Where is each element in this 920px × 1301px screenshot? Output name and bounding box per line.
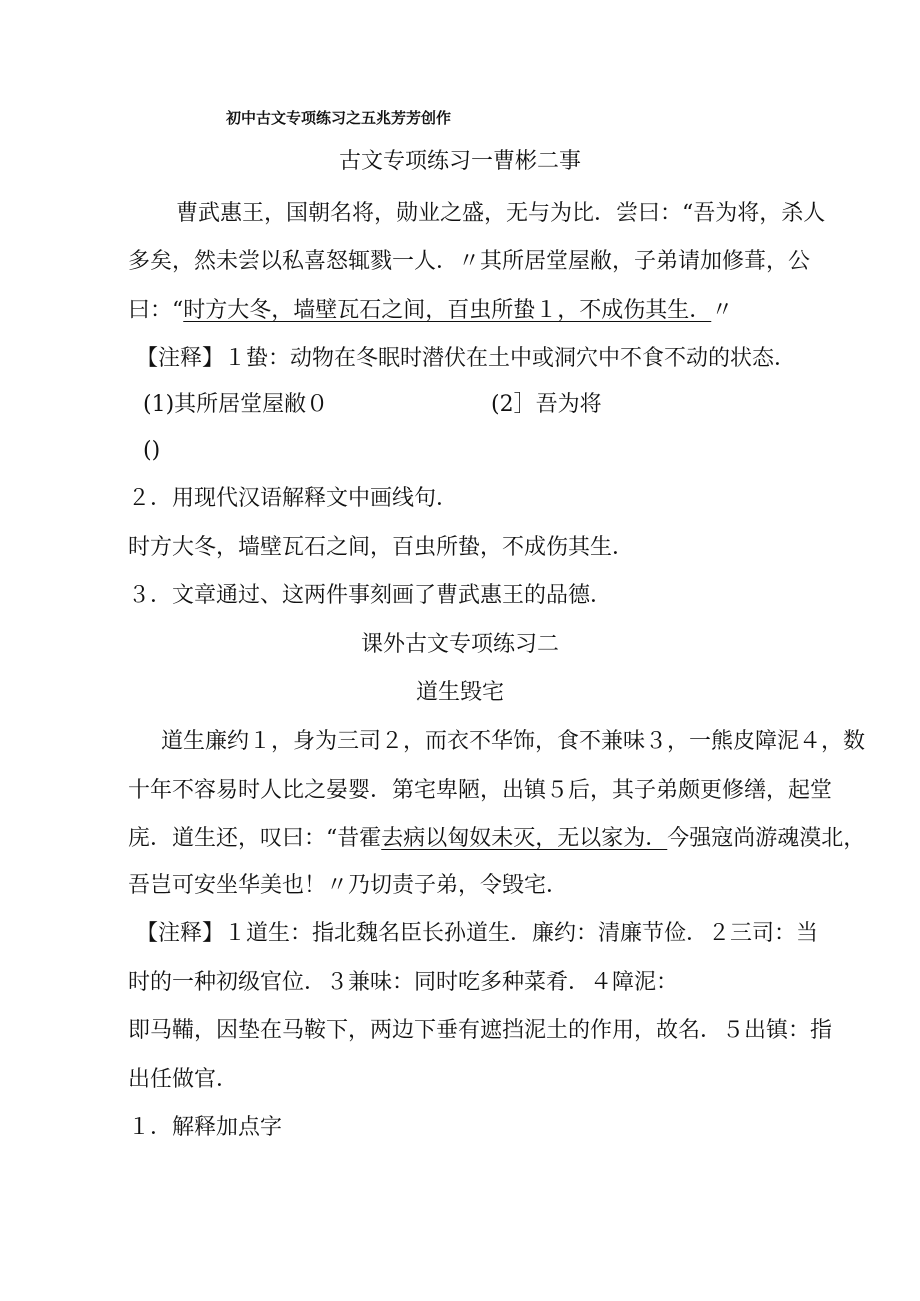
- passage2-note-line-4: 出任做官．: [128, 1067, 239, 1092]
- passage1-line-3: [128, 296, 733, 326]
- passage2-line-3-tail: 今强寇尚游魂漠北，: [667, 826, 866, 851]
- passage2-note-line-3: 即马鞴，因垫在马鞍下，两边下垂有遮挡泥土的作用，故名．５出镇：指: [128, 1018, 833, 1043]
- passage2-underlined-sentence: 去病以匈奴未灭，无以家为．: [381, 826, 668, 851]
- passage1-title: 古文专项练习一曹彬二事: [338, 149, 581, 174]
- passage2-subtitle: 道生毁宅: [415, 680, 504, 705]
- passage2-line-4: 吾岂可安坐华美也！〃乃切责子弟，令毁宅．: [128, 873, 569, 898]
- passage1-question-2: ２．用现代汉语解释文中画线句．: [128, 486, 459, 511]
- passage2-title: 课外古文专项练习二: [360, 632, 559, 657]
- passage1-question-3: ３．文章通过、这两件事刻画了曹武惠王的品德．: [128, 583, 613, 608]
- passage2-line-1: 道生廉约１，身为三司２，而衣不华饰，食不兼味３，一熊皮障泥４，数: [161, 729, 866, 754]
- passage1-question-1b: (2］吾为将: [491, 392, 602, 417]
- passage1-note: 【注释】１蛰：动物在冬眠时潜伏在土中或洞穴中不食不动的状态．: [136, 346, 797, 371]
- passage1-question-1c: (): [143, 438, 161, 463]
- passage2-line-2: 十年不容易时人比之晏婴．第宅卑陋，出镇５后，其子弟颇更修缮，起堂: [128, 778, 833, 803]
- passage2-note-line-1: 【注释】１道生：指北魏名臣长孙道生．廉约：清廉节俭．２三司：当: [136, 921, 819, 946]
- document-header: 初中古文专项练习之五兆芳芳创作: [226, 109, 452, 127]
- passage1-line-3-lead: 曰：“: [128, 298, 184, 323]
- passage1-underlined-sentence: 时方大冬，墙壁瓦石之间，百虫所蛰１，不成伤其生．: [183, 298, 712, 323]
- passage1-line-2: 多矣，然未尝以私喜怒辄戮一人．〃其所居堂屋敝，子弟请加修葺，公: [128, 249, 811, 274]
- passage2-line-3-lead: 庑．道生还，叹曰：“昔霍: [128, 826, 382, 851]
- passage1-question-2-answer: 时方大冬，墙壁瓦石之间，百虫所蛰，不成伤其生．: [128, 535, 635, 560]
- passage1-line-1: 曹武惠王，国朝名将，勋业之盛，无与为比．尝曰：“吾为将，杀人: [176, 201, 826, 226]
- passage1-question-1a: (1)其所居堂屋敝０: [143, 392, 329, 417]
- passage1-line-3-tail: 〃: [711, 298, 734, 323]
- passage2-note-line-2: 时的一种初级官位．３兼味：同时吃多种菜肴．４障泥：: [128, 970, 679, 995]
- passage2-question-1: １．解释加点字: [128, 1115, 283, 1140]
- passage2-line-3: [128, 824, 865, 854]
